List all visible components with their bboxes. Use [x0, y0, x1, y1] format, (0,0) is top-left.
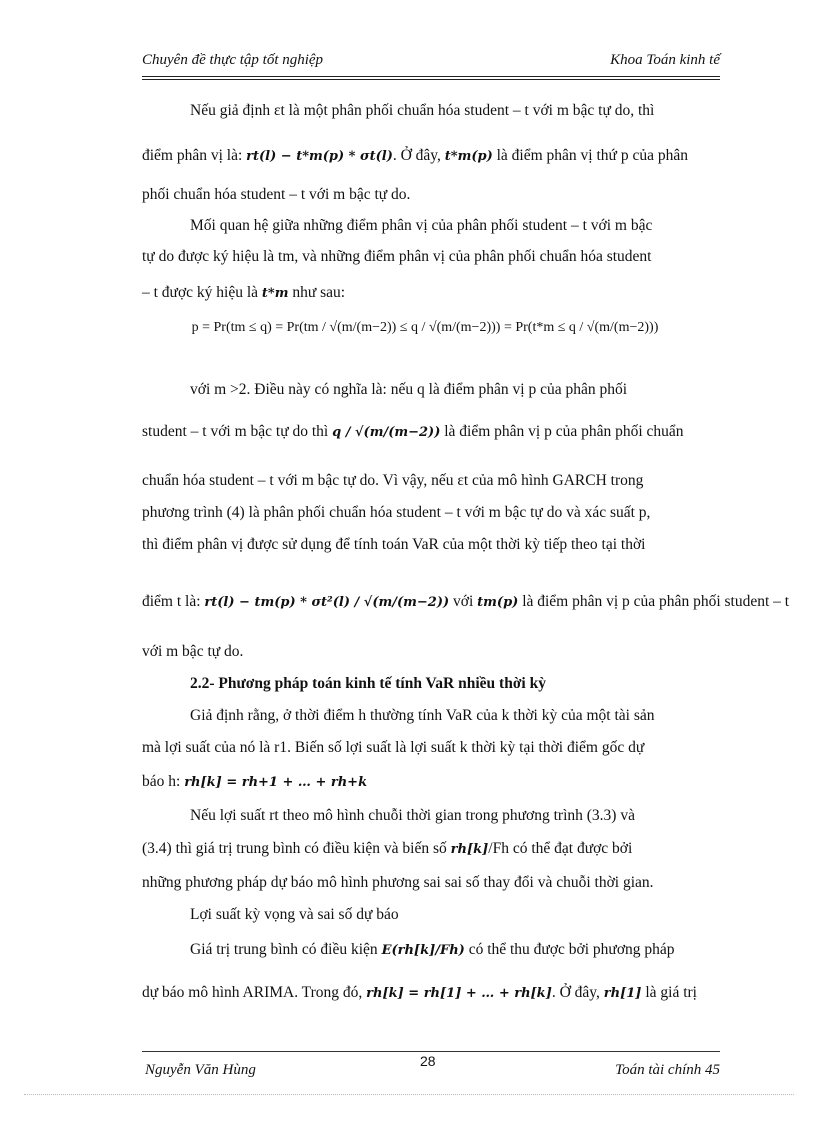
section-heading: 2.2- Phương pháp toán kinh tế tính VaR nhiều thời kỳ — [190, 675, 546, 692]
line-14: Giả định rằng, ở thời điểm h thường tính VaR của k thời kỳ của một tài sản — [190, 707, 655, 724]
line-6: – t được ký hiệu là t*m như sau: — [142, 284, 346, 301]
footer-rule — [142, 1051, 720, 1052]
line-18: (3.4) thì giá trị trung bình có điều kiện và biến số rh[k]/Fh có thể đạt được bởi — [142, 840, 633, 857]
header-right-text: Khoa Toán kinh tế — [610, 52, 720, 68]
line-17: Nếu lợi suất rt theo mô hình chuỗi thời gian trong phương trình (3.3) và — [190, 807, 635, 824]
footer-author: Nguyễn Văn Hùng — [145, 1062, 256, 1078]
page-bottom-dotted-rule — [24, 1094, 794, 1095]
line-9: chuẩn hóa student – t với m bậc tự do. Vì vậy, nếu εt của mô hình GARCH trong — [142, 472, 644, 489]
t-star: t*m — [261, 286, 289, 301]
line-5: tự do được ký hiệu là tm, và những điểm phân vị của phân phối chuẩn hóa student — [142, 248, 652, 265]
line-2: điểm phân vị là: rt(l) − t*m(p) * σt(l). Ở đây, t*m(p) là điểm phân vị thứ p của phân — [142, 147, 688, 164]
line-15: mà lợi suất của nó là r1. Biến số lợi suất là lợi suất k thời kỳ tại thời điểm gốc dự — [142, 739, 645, 756]
page-number: 28 — [420, 1053, 436, 1069]
line-10: phương trình (4) là phân phối chuẩn hóa student – t với m bậc tự do và xác suất p, — [142, 504, 651, 521]
line-7: với m >2. Điều này có nghĩa là: nếu q là điểm phân vị p của phân phối — [190, 381, 628, 398]
var-formula: rt(l) − tm(p) * σt²(l) / √(m/(m−2)) — [204, 595, 450, 610]
line-13: với m bậc tự do. — [142, 643, 244, 660]
rh-hat-sum: rh[k] = rh[1] + … + rh[k] — [366, 986, 552, 1001]
q-fraction: q / √(m/(m−2)) — [332, 425, 441, 440]
header-rule — [142, 76, 720, 77]
page-header — [142, 52, 720, 74]
line-22: dự báo mô hình ARIMA. Trong đó, rh[k] = rh[1] + … + rh[k]. Ở đây, rh[1] là giá trị — [142, 984, 697, 1001]
main-equation: p = Pr(tm ≤ q) = Pr(tm / √(m/(m−2)) ≤ q / √(m/(m−2))) = Pr(t*m ≤ q / √(m/(m−2))) — [191, 320, 659, 335]
header-rule-thin — [142, 79, 720, 80]
header-left-text: Chuyên đề thực tập tốt nghiệp — [142, 52, 324, 68]
footer-course: Toán tài chính 45 — [615, 1062, 720, 1078]
tm-star-p: t*m(p) — [444, 149, 493, 164]
rh-1: rh[1] — [603, 986, 642, 1001]
line-20: Lợi suất kỳ vọng và sai số dự báo — [190, 906, 399, 923]
rh-k: rh[k] — [450, 842, 489, 857]
line-12: điểm t là: rt(l) − tm(p) * σt²(l) / √(m/(m−2)) với tm(p) là điểm phân vị p của phân phối student – t — [142, 593, 790, 610]
line-1: Nếu giả định εt là một phân phối chuẩn hóa student – t với m bậc tự do, thì — [190, 102, 655, 119]
quantile-formula: rt(l) − t*m(p) * σt(l) — [246, 149, 393, 164]
line-11: thì điểm phân vị được sử dụng để tính toán VaR của một thời kỳ tiếp theo tại thời — [142, 536, 646, 553]
tm-p: tm(p) — [477, 595, 519, 610]
line-16: báo h: rh[k] = rh+1 + … + rh+k — [142, 773, 368, 790]
line-21: Giá trị trung bình có điều kiện E(rh[k]/Fh) có thể thu được bởi phương pháp — [190, 941, 675, 958]
line-3: phối chuẩn hóa student – t với m bậc tự do. — [142, 186, 411, 203]
line-8: student – t với m bậc tự do thì q / √(m/(m−2)) là điểm phân vị p của phân phối chuẩn — [142, 423, 684, 440]
rh-k-sum: rh[k] = rh+1 + … + rh+k — [184, 775, 368, 790]
expectation-expr: E(rh[k]/Fh) — [381, 943, 465, 958]
line-19: những phương pháp dự báo mô hình phương sai sai số thay đổi và chuỗi thời gian. — [142, 874, 654, 891]
line-4: Mối quan hệ giữa những điểm phân vị của phân phối student – t với m bậc — [190, 217, 653, 234]
